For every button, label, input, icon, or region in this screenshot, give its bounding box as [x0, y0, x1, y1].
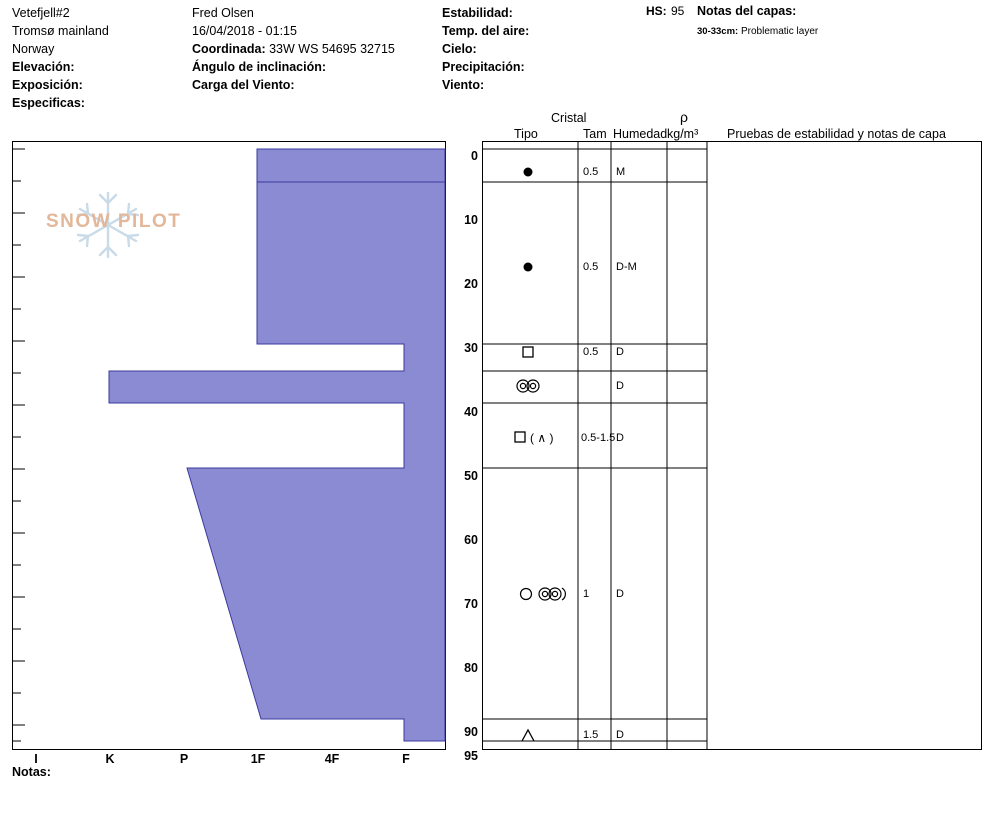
notas-label: Notas:: [12, 765, 51, 779]
air-temp-label: Temp. del aire:: [442, 24, 530, 38]
cell-tam-row-1: 0.5: [583, 166, 599, 178]
stability-tests-header: Pruebas de estabilidad y notas de capa: [727, 127, 946, 141]
crystal-group-header: Cristal: [551, 111, 587, 125]
header: [0, 0, 994, 108]
density-unit-header: kg/m³: [667, 127, 699, 141]
depth-tick-90: 90: [464, 725, 478, 739]
cell-humedad-row-7: D: [616, 729, 624, 741]
depth-tick-marks: [13, 149, 25, 741]
hardness-label-k: K: [105, 752, 115, 766]
cell-humedad-row-3: D: [616, 346, 624, 358]
hardness-label-4f: 4F: [324, 752, 340, 766]
aspect-label: Exposición:: [12, 78, 83, 92]
depth-tick-70: 70: [464, 597, 478, 611]
slope-angle-label: Ángulo de inclinación:: [192, 60, 327, 74]
cell-tam-row-2: 0.5: [583, 261, 599, 273]
precipitation-label: Precipitación:: [442, 60, 525, 74]
elevation-label: Elevación:: [12, 60, 75, 74]
density-symbol-header: ρ: [680, 109, 688, 125]
hardness-label-f: F: [402, 752, 410, 766]
cell-humedad-row-5: D: [616, 432, 624, 444]
site-name: Vetefjell#2: [12, 6, 70, 20]
stability-label: Estabilidad:: [442, 6, 513, 20]
cell-tam-row-6: 1: [583, 588, 590, 600]
hardness-axis-labels: [12, 752, 446, 770]
observer-column: [192, 4, 442, 94]
coordinates-value: 33W WS 54695 32715: [269, 42, 395, 56]
depth-tick-60: 60: [464, 533, 478, 547]
layer-notes-title: Notas del capas:: [697, 4, 797, 18]
layer-note-depth: 30-33cm:: [697, 26, 739, 37]
coordinates-row: [192, 40, 442, 58]
cell-tam-row-5: 0.5-1.5: [581, 432, 616, 444]
depth-tick-50: 50: [464, 469, 478, 483]
cell-tam-row-7: 1.5: [583, 729, 599, 741]
hs-value: 95: [671, 4, 685, 18]
specifics-label: Especificas:: [12, 96, 85, 110]
site-country: Norway: [12, 42, 55, 56]
cell-humedad-row-2: D-M: [616, 261, 637, 273]
layer-table-cells: [482, 141, 982, 750]
hardness-label-p: P: [179, 752, 189, 766]
cell-humedad-row-1: M: [616, 166, 626, 178]
svg-text:( ∧ ): ( ∧ ): [530, 431, 554, 445]
table-header: [482, 110, 994, 140]
watermark-text: SNOW PILOT: [46, 211, 182, 232]
cell-humedad-row-6: D: [616, 588, 624, 600]
depth-tick-95: 95: [464, 749, 478, 763]
depth-tick-40: 40: [464, 405, 478, 419]
hardness-label-1f: 1F: [250, 752, 266, 766]
layer-note-entry: [697, 26, 987, 37]
depth-tick-0: 0: [471, 149, 478, 163]
depth-tick-80: 80: [464, 661, 478, 675]
wind-load-label: Carga del Viento:: [192, 78, 295, 92]
sky-label: Cielo:: [442, 42, 477, 56]
observer-name: Fred Olsen: [192, 6, 254, 20]
layer-note-text: Problematic layer: [738, 26, 819, 37]
snowpilot-watermark-logo: [30, 185, 210, 265]
column-header-tam: Tam: [583, 127, 607, 141]
hs-label: HS:: [646, 4, 667, 18]
column-header-tipo: Tipo: [514, 127, 538, 141]
depth-axis: [446, 141, 482, 763]
cell-humedad-row-4: D: [616, 380, 624, 392]
site-region: Tromsø mainland: [12, 24, 109, 38]
column-header-humedad: Humedad: [613, 127, 668, 141]
depth-tick-30: 30: [464, 341, 478, 355]
depth-tick-10: 10: [464, 213, 478, 227]
wind-label: Viento:: [442, 78, 485, 92]
hardness-label-i: I: [34, 752, 38, 766]
cell-tam-row-3: 0.5: [583, 346, 599, 358]
site-info-column: [12, 4, 192, 112]
depth-tick-20: 20: [464, 277, 478, 291]
layer-notes-column: [697, 4, 987, 37]
observation-datetime: 16/04/2018 - 01:15: [192, 24, 297, 38]
coordinates-label: Coordinada:: [192, 42, 266, 56]
